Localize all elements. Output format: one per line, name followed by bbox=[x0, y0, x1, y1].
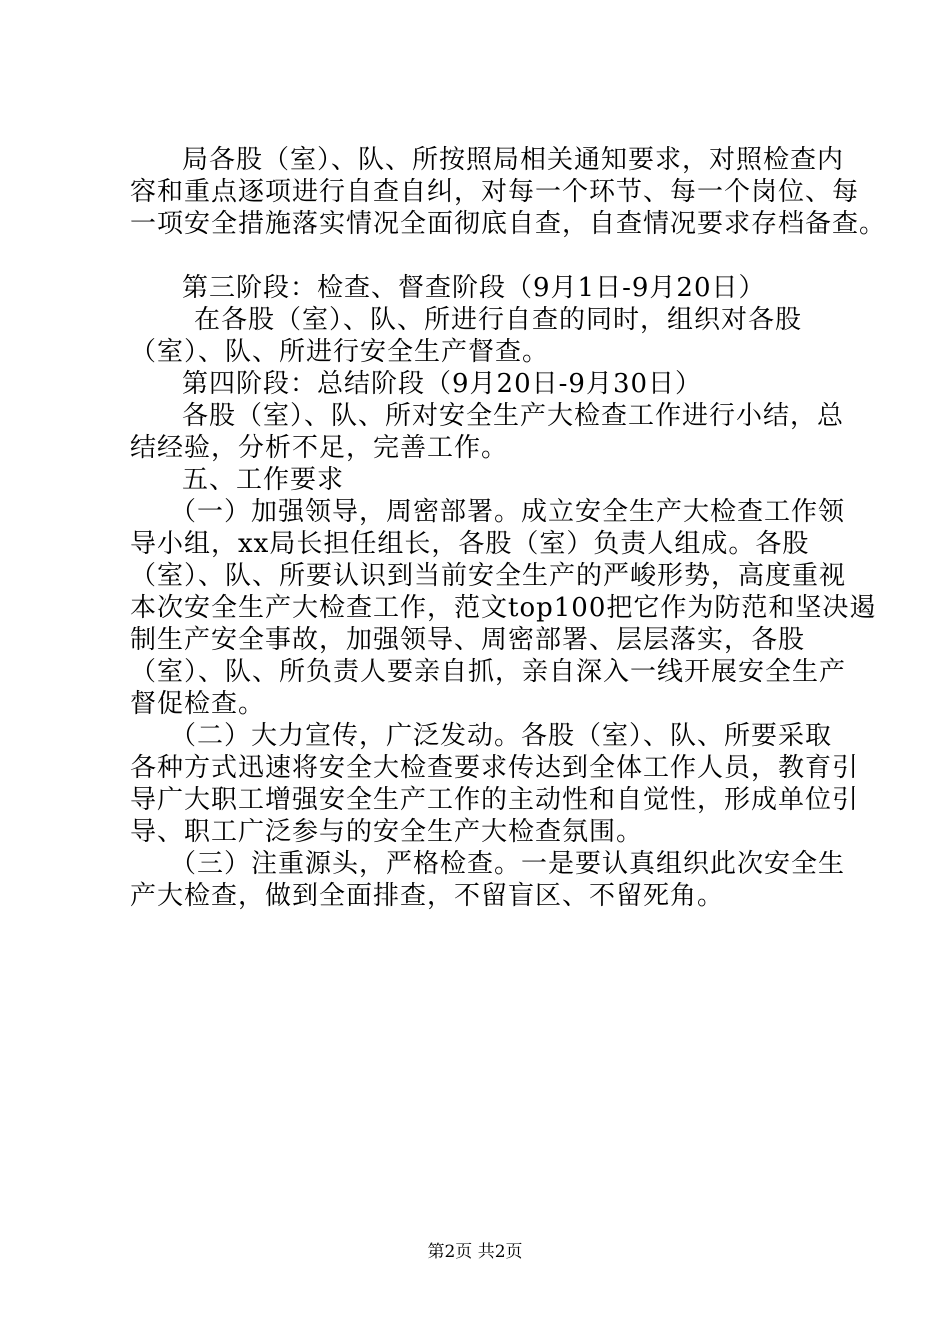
page-footer: 第2页 共2页 bbox=[427, 1242, 523, 1262]
section-heading: 五、工作要求 bbox=[182, 465, 345, 495]
paragraph-line: 各股（室）、队、所对安全生产大检查工作进行小结，总 bbox=[182, 401, 845, 431]
paragraph-line: 在各股（室）、队、所进行自查的同时，组织对各股 bbox=[194, 305, 803, 335]
paragraph-line: 制生产安全事故，加强领导、周密部署、层层落实，各股 bbox=[130, 625, 806, 655]
paragraph-line: （室）、队、所负责人要亲自抓，亲自深入一线开展安全生产 bbox=[130, 657, 847, 687]
paragraph-line: （三）注重源头，严格检查。一是要认真组织此次安全生 bbox=[170, 849, 846, 879]
paragraph-line: 产大检查，做到全面排查，不留盲区、不留死角。 bbox=[130, 881, 725, 911]
paragraph-line: 导广大职工增强安全生产工作的主动性和自觉性，形成单位引 bbox=[130, 785, 860, 815]
paragraph-line: 督促检查。 bbox=[130, 689, 266, 719]
paragraph-line: 本次安全生产大检查工作，范文top100把它作为防范和坚决遏 bbox=[130, 593, 877, 623]
paragraph-line: 导、职工广泛参与的安全生产大检查氛围。 bbox=[130, 817, 644, 847]
paragraph-line: 导小组，xx局长担任组长，各股（室）负责人组成。各股 bbox=[130, 529, 810, 559]
paragraph-line: （室）、队、所要认识到当前安全生产的严峻形势，高度重视 bbox=[130, 561, 847, 591]
paragraph-line: 各种方式迅速将安全大检查要求传达到全体工作人员，教育引 bbox=[130, 753, 860, 783]
section-heading: 第三阶段：检查、督查阶段（9月1日-9月20日） bbox=[182, 273, 766, 303]
paragraph-line: （一）加强领导，周密部署。成立安全生产大检查工作领 bbox=[170, 497, 846, 527]
paragraph-line: （室）、队、所进行安全生产督查。 bbox=[130, 337, 550, 367]
paragraph-line: （二）大力宣传，广泛发动。各股（室）、队、所要采取 bbox=[170, 721, 833, 751]
paragraph-line: 局各股（室）、队、所按照局相关通知要求，对照检查内 bbox=[182, 145, 845, 175]
section-heading: 第四阶段：总结阶段（9月20日-9月30日） bbox=[182, 369, 703, 399]
paragraph-line: 容和重点逐项进行自查自纠，对每一个环节、每一个岗位、每 bbox=[130, 177, 860, 207]
paragraph-line: 一项安全措施落实情况全面彻底自查，自查情况要求存档备查。 bbox=[130, 209, 887, 239]
paragraph-line: 结经验，分析不足，完善工作。 bbox=[130, 433, 509, 463]
